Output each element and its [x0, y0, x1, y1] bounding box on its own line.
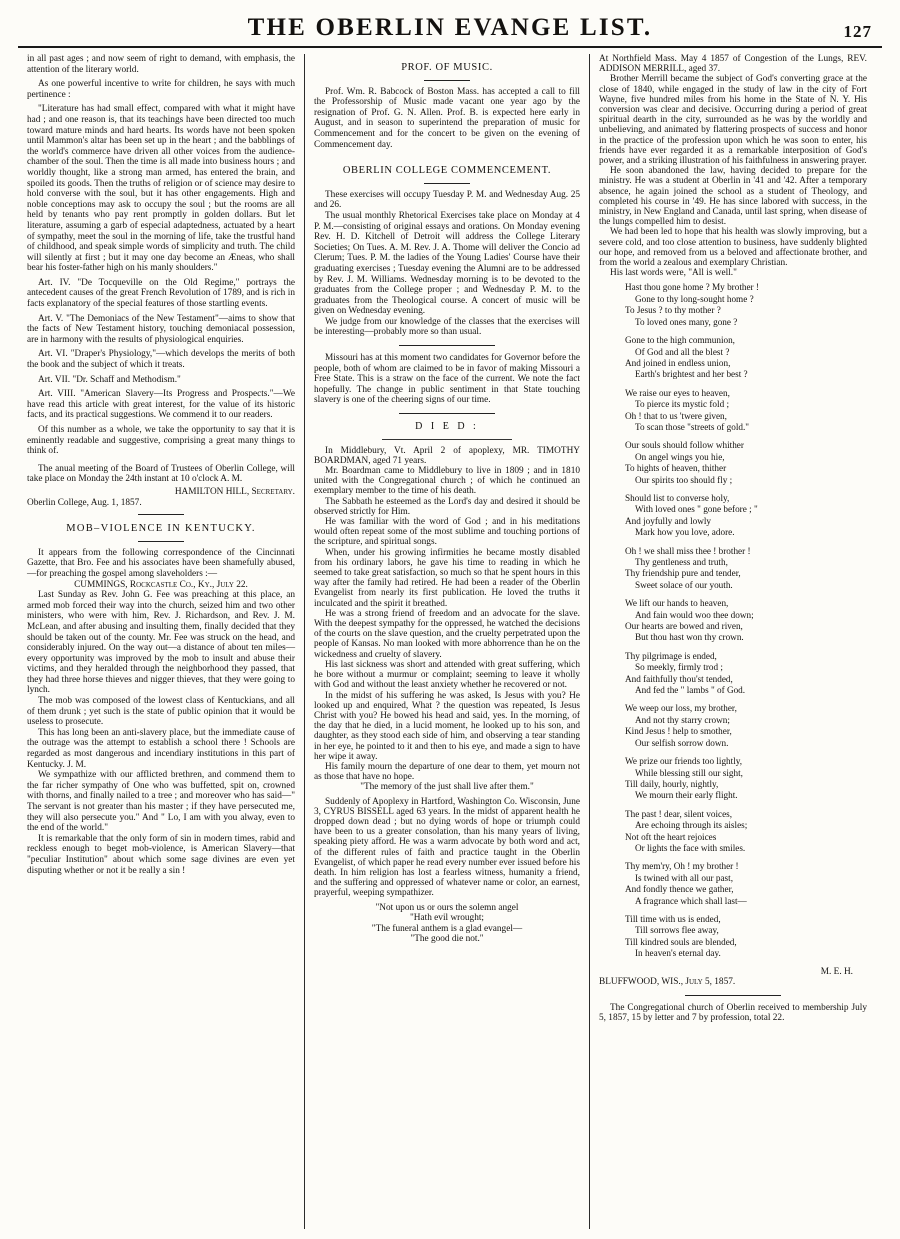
masthead: [18, 14, 882, 48]
page-title: THE OBERLIN EVANGE LIST.: [247, 14, 653, 41]
paragraph: in all past ages ; and now seem of right to demand, with emphasis, the attention of the literary world.: [27, 54, 295, 75]
dateline: CUMMINGS, Rockcastle Co., Ky., July 22.: [74, 579, 248, 590]
divider: [399, 413, 495, 414]
trustee-place: Oberlin College, Aug. 1, 1857.: [27, 497, 142, 508]
divider: [138, 541, 184, 542]
poem-stanza: [625, 651, 867, 697]
poem-line: On angel wings you hie,: [635, 451, 725, 462]
divider: [424, 80, 470, 81]
obituary-paragraph: When, under his growing infirmities he became mostly disabled from his ordinary labors, he gave his time to reading in which he seemed to take great satisfaction, so much so that he spent hours in this way after the family had retired. He had been a reader of the Oberlin Evangelist from nearly its first publication. He loved the truths it inculcated and the spirit it breathed.: [314, 547, 580, 609]
poem-line: To pierce its mystic fold ;: [635, 399, 730, 410]
paragraph-art5: Art. V. "The Demoniacs of the New Testament"—aims to show that the facts of New Testament history, touching demoniacal possession, are in harmony with the results of physiological enquiries.: [27, 313, 295, 345]
poem-line: Or lights the face with smiles.: [635, 842, 746, 853]
poem-signature: M. E. H.: [820, 966, 853, 977]
poem-stanza: [625, 546, 867, 592]
paragraph: We sympathize with our afflicted brethren, and commend them to the far richer sympathy of One who was buffetted, spit on, crowned with thorns, and finally nailed to a tree ; and moreover who has said—" The servant is not greater than his master ; if they have persecuted me, they will also persecute you." And " Lo, I am with you alway, even to the end of the world.": [27, 770, 295, 834]
poem-line: Our selfish sorrow down.: [635, 737, 729, 748]
paragraph-art6: Art. VI. "Draper's Physiology,"—which develops the merits of both the book and the subject of which it treats.: [27, 349, 295, 371]
poem-line: Thy gentleness and truth,: [635, 557, 728, 567]
divider: [382, 439, 512, 440]
paragraph: We judge from our knowledge of the classes that the exercises will be interesting—probably more so than usual.: [314, 316, 580, 338]
poem-line: Mark how you love, adore.: [635, 527, 735, 538]
verse-line: "Not upon us or ours the solemn angel: [375, 902, 519, 913]
obituary-paragraph: He was familiar with the word of God ; and in his meditations would often repeat some of the most sublime and touching portions of the scripture, and spiritual songs.: [314, 517, 580, 548]
paragraph: This has long been an anti-slavery place, but the immediate cause of the outrage was the attempt to establish a school there ! Schools are regarded as most dangerous and incendiary institutions in this part of Kentucky. J. M.: [27, 727, 295, 770]
poem-stanza: [625, 440, 867, 486]
poem-line: Gone to thy long-sought home ?: [635, 293, 754, 304]
poem-stanza: [625, 335, 867, 381]
paragraph-art4: Art. IV. "De Tocqueville on the Old Regime," portrays the antecedent causes of the great French Revolution of 1789, and is rich in facts explanatory of the special features of those startling events.: [27, 277, 295, 310]
obituary-paragraph: Mr. Boardman came to Middlebury to live in 1809 ; and in 1810 united with the Congregational church ; of which he continued an exemplary member to the time of his death.: [314, 466, 580, 497]
poem-line: And joyfully and lowly: [625, 515, 711, 526]
poem-stanza: [625, 703, 867, 749]
page-number: 127: [843, 22, 872, 41]
obituary-paragraph: In the midst of his suffering he was asked, Is Jesus with you? He looked up and enquired, What ? the question was repeated, Is Jesus Christ with you? He bowed his head and said, yes. In the morning, of the day that he died, in a lucid moment, he looked up to his son, and daughter, as they stood each side of him, and observing a tear standing in her eye, he pointed to it and then to his eye, and made a sign to have her wipe it away.: [314, 690, 580, 762]
poem-stanza: [625, 388, 867, 434]
paragraph-summary: Of this number as a whole, we take the opportunity to say that it is eminently readable and suggestive, comprising a great many things to think of.: [27, 425, 295, 457]
poem-line: We prize our friends too lightly,: [625, 756, 743, 767]
poem-line: Is twined with all our past,: [635, 872, 733, 883]
poem-stanza: [625, 493, 867, 539]
paragraph: As one powerful incentive to write for children, he says with much pertinence :: [27, 79, 295, 100]
poem-line: Earth's brightest and her best ?: [635, 369, 748, 380]
obituary-paragraph: Suddenly of Apoplexy in Hartford, Washington Co. Wisconsin, June 3, CYRUS BISSELL aged 63 years. In the midst of apparent health he dropped down dead ; but no dying words of hope or triumph could have been to us a greater consolation, than his many years of living, speaking piety afford. He was a warm advocate by both word and act, of the different rules of faith and practice taught in the Oberlin Evangelist, of which paper he read every number ever issued before his death. In him religion has lost a fearless witness, humanity a friend, and the suffering and oppressed of whatever name or color, an earnest, prayerful, weeping sympathizer.: [314, 796, 580, 899]
poem-line: Of God and all the blest ?: [635, 346, 730, 357]
poem-line: Thy mem'ry, Oh ! my brother !: [625, 861, 739, 872]
obituary-paragraph: He was a strong friend of freedom and an advocate for the slave. With the deepest sympathy for the oppressed, he watched the decisions of the courts on the slave question, and the cruelty perpetrated upon the people of Kansas. No man looked with more abhorrence than he on the wickedness and cruelty of slavery.: [314, 608, 580, 660]
poem-line: And faithfully thou'st tended,: [625, 673, 733, 684]
poem-line: Hast thou gone home ? My brother !: [625, 282, 759, 293]
poem-line: But thou hast won thy crown.: [635, 632, 744, 643]
memorial-poem: [599, 282, 867, 959]
column-container: [18, 54, 882, 1229]
poem-line: Are echoing through its aisles;: [635, 820, 748, 831]
obituary-paragraph: His last sickness was short and attended with great suffering, which he bore without a murmur or complaint; seeming to leave it wholly with God and without the least anxiety whether he recovered or not.: [314, 659, 580, 691]
poem-stanza: [625, 914, 867, 960]
obituary-quote: "The memory of the just shall live after them.": [360, 782, 534, 793]
obituary-paragraph: In Middlebury, Vt. April 2 of apoplexy, MR. TIMOTHY BOARDMAN, aged 71 years.: [314, 445, 580, 466]
obituary-paragraph: His family mourn the departure of one dear to them, yet mourn not as those that have no hope.: [314, 761, 580, 783]
poem-line: Oh ! we shall miss thee ! brother !: [625, 545, 751, 556]
column-middle: [304, 54, 590, 1229]
paragraph-missouri: Missouri has at this moment two candidates for Governor before the people, both of whom are claimed to be in favor of making Missouri a Free State. This is a straw on the face of the current. We note the fact hopefully. The change in public sentiment in that State touching slavery is one of the cheering signs of our time.: [314, 353, 580, 406]
poem-line: We raise our eyes to heaven,: [625, 387, 730, 398]
poem-line: The past ! dear, silent voices,: [625, 808, 733, 819]
poem-line: So meekly, firmly trod ;: [635, 662, 723, 673]
poem-line: And fed the " lambs " of God.: [635, 685, 746, 696]
poem-line: To hights of heaven, thither: [625, 463, 727, 474]
poem-stanza: [625, 809, 867, 855]
poem-line: Till kindred souls are blended,: [625, 936, 737, 947]
poem-line: Thy friendship pure and tender,: [625, 568, 741, 579]
poem-line: And fain would woo thee down;: [635, 609, 754, 620]
paragraph-trustee-meeting: The anual meeting of the Board of Trustees of Oberlin College, will take place on Monday the 24th instant at 10 o'clock A. M.: [27, 463, 295, 485]
column-right: [590, 54, 876, 1229]
poem-line: To scan those "streets of gold.": [635, 421, 750, 432]
poem-line: We weep our loss, my brother,: [625, 703, 737, 714]
obituary-paragraph: We had been led to hope that his health was slowly improving, but a severe cold, and too close attention to business, have suddenly blighted our hope, and removed from us a beloved and affectionate brother, and from the world a zealous and exemplary Christian.: [599, 227, 867, 269]
poem-line: We lift our hands to heaven,: [625, 598, 729, 609]
obituary-paragraph: The Sabbath he esteemed as the Lord's day and desired it should be observed strictly for Him.: [314, 496, 580, 517]
section-heading-prof-of-music: PROF. OF MUSIC.: [401, 62, 493, 73]
paragraph: The mob was composed of the lowest class of Kentuckians, and all of them drunk ; yet such is the state of public opinion that it would be useless to prosecute.: [27, 696, 295, 728]
verse-line: "The funeral anthem is a glad evangel—: [371, 923, 523, 934]
divider: [138, 514, 184, 515]
obituary-paragraph: Brother Merrill became the subject of God's converting grace at the close of 1840, while engaged in the study of law in the city of Fort Wayne, five hundred miles from his home in the State of N. Y. His conversion was clear and decisive. Occurring during a period of great spiritual dearth in the city, surrounded as he was by the worldly and unbelieving, and animated by flattering prospects of success and honor in the practice of the profession upon which he was soon to enter, his friends have ever regarded it as a remarkable interposition of God's power, and a striking illustration of his faithfulness in answering prayer.: [599, 74, 867, 167]
poem-line: Till time with us is ended,: [625, 913, 721, 924]
paragraph: It appears from the following correspondence of the Cincinnati Gazette, that Bro. Fee and his associates have been shamefully abused,—for preaching the gospel among slaveholders :—: [27, 547, 295, 579]
divider: [399, 345, 495, 346]
trustee-signature: HAMILTON HILL, Secretary.: [174, 486, 295, 497]
poem-line: And not thy starry crown;: [635, 714, 730, 725]
poem-line: Till sorrows flee away,: [635, 925, 719, 936]
poem-line: Not oft the heart rejoices: [625, 831, 717, 842]
poem-line: And joined in endless union,: [625, 357, 731, 368]
divider: [685, 995, 781, 996]
obituary-paragraph: At Northfield Mass. May 4 1857 of Congestion of the Lungs, REV. ADDISON MERRILL, aged 37.: [599, 54, 867, 75]
obituary-last-words: His last words were, "All is well.": [610, 268, 737, 279]
paragraph: These exercises will occupy Tuesday P. M. and Wednesday Aug. 25 and 26.: [314, 189, 580, 211]
poem-line: With loved ones " gone before ; ": [635, 504, 758, 515]
poem-line: Thy pilgrimage is ended,: [625, 650, 717, 661]
section-heading-mob-violence: MOB–VIOLENCE IN KENTUCKY.: [66, 523, 256, 535]
poem-stanza: [625, 861, 867, 907]
paragraph: Last Sunday as Rev. John G. Fee was preaching at this place, an armed mob forced their way into the church, seized him and two other ministers, who were with him, Rev. J. Richardson, and Rev. J. M. McLean, and after abusing and insulting them, finally decided that they should be taken out of the county. Mr. Fee was struck on the head, and considerably injured. On the way out—a distance of about ten miles—every opportunity was improved by the mob to insult and abuse their victims, and they heralded through the neighborhood they passed, that they had three horse thieves and nigger thieves, that they were going to lynch.: [27, 590, 295, 696]
poem-line: To loved ones many, gone ?: [635, 316, 738, 327]
section-heading-commencement: OBERLIN COLLEGE COMMENCEMENT.: [342, 165, 552, 177]
poem-line: To Jesus ? to thy mother ?: [625, 305, 721, 316]
poem-line: Gone to the high communion,: [625, 335, 735, 346]
poem-line: Should list to converse holy,: [625, 492, 730, 503]
poem-line: And fondly thence we gather,: [625, 884, 734, 895]
paragraph-quote: "Literature has had small effect, compared with what it might have had ; and one reason is, that its teachings have been directed too much toward mature minds and hard hearts. Its words have not been spoken until Mammon's altar has been set up in the heart ; and the babblings of the world's commerce have driven all other voices from the audience-chamber of the soul. Then the time is all made into business hours ; and worldly thought, like a strong man armed, has entered the brain, and spoiled its goods. Then the truths of religion or of science may desire to hold converse with the soul, but it has other engagements. High and noble conceptions may ask to occupy the soul ; but the rooms are all held by tenants who pay rent promptly in golden dollars. But let literature, assuming a garb of especial adaptedness, actuated by a heart of sympathy, meet the soul in the morning of life, take the trustful hand of childhood, and speak simple words of simplicity and truth. The child will silently at first ; but it may one day become an Æneas, who shall bear his foster-father high on his manly shoulders.": [27, 104, 295, 274]
paragraph: Prof. Wm. R. Babcock of Boston Mass. has accepted a call to fill the Professorship of Music made vacant one year ago by the resignation of Prof. G. N. Allen. Prof. B. is expected here early in August, and in season to superintend the preparation of music for Commencement and for the concert to be given on the evening of Commencement day.: [314, 86, 580, 150]
poem-line: Kind Jesus ! help to smother,: [625, 726, 732, 737]
poem-stanza: [625, 598, 867, 644]
poem-line: A fragrance which shall last—: [635, 895, 747, 906]
divider: [424, 183, 470, 184]
column-left: [18, 54, 304, 1229]
closing-note: The Congregational church of Oberlin received to membership July 5, 1857, 15 by letter and 7 by profession, total 22.: [599, 1002, 867, 1024]
poem-line: Till daily, hourly, nightly,: [625, 778, 719, 789]
poem-line: Sweet solace of our youth.: [635, 579, 733, 590]
poem-line: While blessing still our sight,: [635, 767, 743, 778]
paragraph-art8: Art. VIII. "American Slavery—Its Progress and Prospects."—We have read this article with great interest, for the value of its historic facts, and its practical suggestions. We commend it to our readers.: [27, 389, 295, 421]
obituary-paragraph: He soon abandoned the law, having decided to prepare for the ministry. He was a student at Oberlin in '41 and '42. After a temporary absence, he again joined the school as a student of Theology, and completed his course in '49. He has since labored with success, in the ministry, in New England and Canada, until last spring, when disease of the lungs compelled him to desist.: [599, 166, 867, 228]
poem-line: Our spirits too should fly ;: [635, 474, 733, 485]
poem-stanza: [625, 756, 867, 802]
poem-line: We mourn their early flight.: [635, 790, 738, 801]
poem-line: Our hearts are bowed and riven,: [625, 621, 743, 632]
poem-place: BLUFFWOOD, WIS., July 5, 1857.: [599, 977, 736, 988]
verse-line: "The good die not.": [410, 934, 484, 945]
paragraph: It is remarkable that the only form of sin in modern times, rabid and reckless enough to beget mob-violence, is American Slavery—that "peculiar Institution" about which some sage divines are even yet disputing whether or not it be really a sin !: [27, 833, 295, 876]
paragraph-art7: Art. VII. "Dr. Schaff and Methodism.": [38, 374, 181, 385]
poem-line: Our souls should follow whither: [625, 440, 744, 451]
poem-line: In heaven's eternal day.: [635, 948, 721, 959]
poem-stanza: [625, 282, 867, 328]
paragraph: The usual monthly Rhetorical Exercises take place on Monday at 4 P. M.—consisting of original essays and orations. On Monday evening Rev. H. D. Kitchell of Detroit will address the College Literary Societies; On Tues. A. M. Rev. J. A. Thome will deliver the Concio ad Clerum; Tues. P. M. the ladies of the Young Ladies' Course have their graduating exercises ; Tuesday evening the Alumni are to be addressed by Rev. J. M. Williams. Wednesday morning is to be devoted to the graduates from the College proper ; and Wednesday P. M. to the graduates from the Theological course. A concert of music will be given on Wednesday evening.: [314, 210, 580, 317]
closing-verse: [314, 903, 580, 945]
poem-line: Oh ! that to us 'twere given,: [625, 410, 727, 421]
verse-line: "Hath evil wrought;: [409, 913, 485, 924]
section-heading-died: D I E D :: [415, 421, 479, 433]
